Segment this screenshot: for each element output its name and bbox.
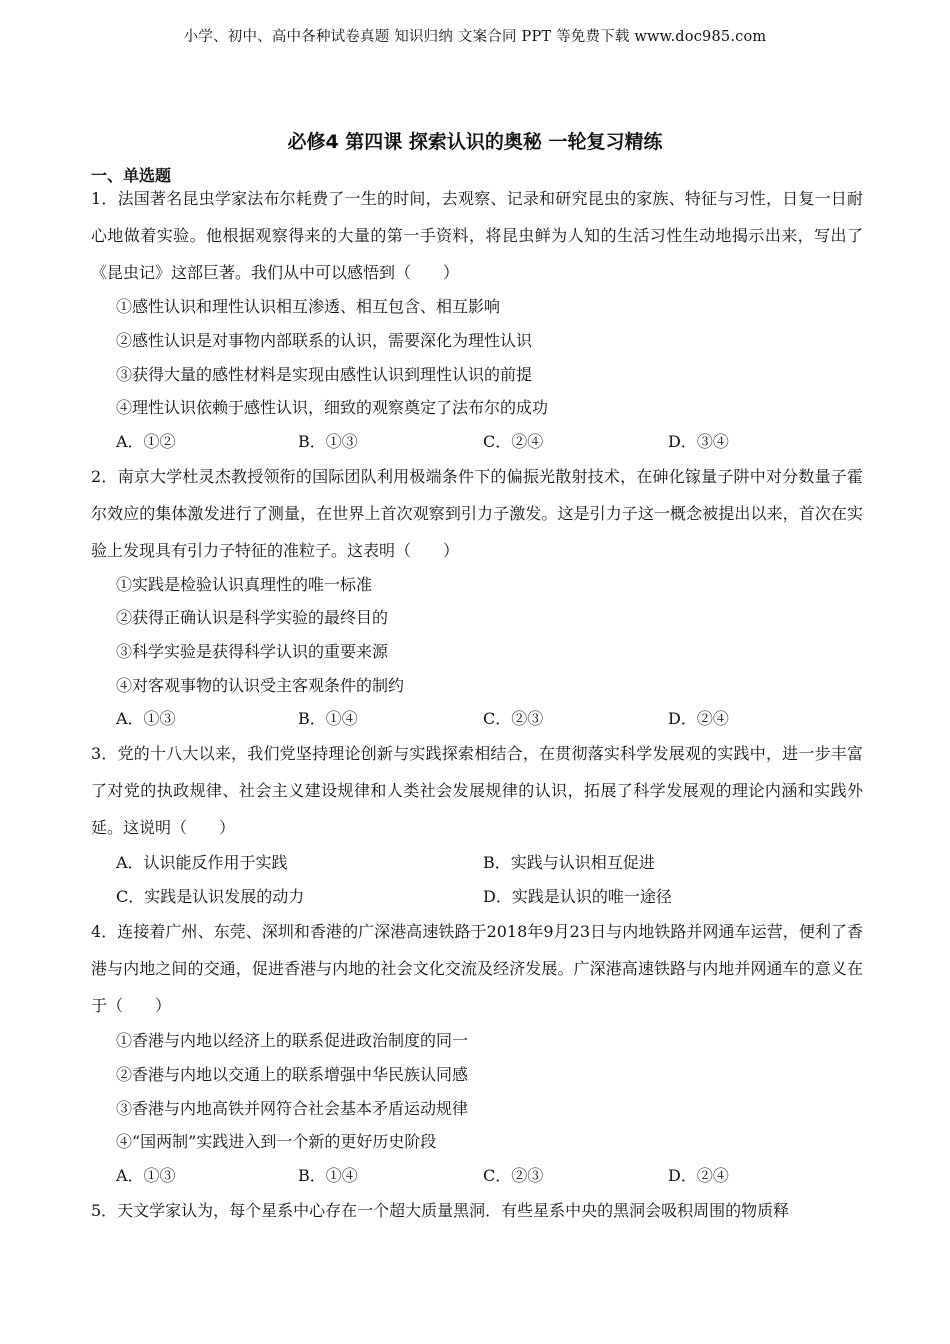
- question-3-choice-b[interactable]: B．实践与认识相互促进: [483, 853, 655, 872]
- page-title: 必修4 第四课 探索认识的奥秘 一轮复习精练: [287, 131, 663, 153]
- question-2-item-1: ①实践是检验认识真理性的唯一标准: [116, 575, 373, 594]
- question-1-stem: 1．法国著名昆虫学家法布尔耗费了一生的时间，去观察、记录和研究昆虫的家族、特征与习性，日复一日耐心地做着实验。他根据观察得来的大量的第一手资料，将昆虫鲜为人知的生活习性生动地揭示出来，写出了《昆虫记》这部巨著。我们从中可以感悟到（ ）: [91, 189, 863, 282]
- question-4-choice-c[interactable]: C．②③: [483, 1166, 544, 1185]
- question-2-item-3: ③科学实验是获得科学认识的重要来源: [116, 642, 389, 661]
- question-1-item-1: ①感性认识和理性认识相互渗透、相互包含、相互影响: [116, 297, 501, 316]
- question-4-item-2: ②香港与内地以交通上的联系增强中华民族认同感: [116, 1065, 469, 1084]
- question-4-stem: 4．连接着广州、东莞、深圳和香港的广深港高速铁路于2018年9月23日与内地铁路并网通车运营，便利了香港与内地之间的交通，促进香港与内地的社会文化交流及经济发展。广深港高速铁路与内地并网通车的意义在于（ ）: [91, 922, 863, 1015]
- question-4-item-1: ①香港与内地以经济上的联系促进政治制度的同一: [116, 1031, 469, 1050]
- question-1-choice-a[interactable]: A．①②: [116, 432, 176, 451]
- question-1-choice-d[interactable]: D．③④: [668, 432, 729, 451]
- question-2-choice-d[interactable]: D．②④: [668, 709, 729, 728]
- section-heading: 一、单选题: [91, 166, 172, 185]
- question-1-item-3: ③获得大量的感性材料是实现由感性认识到理性认识的前提: [116, 365, 533, 384]
- question-4-choice-b[interactable]: B．①④: [298, 1166, 358, 1185]
- question-4-item-3: ③香港与内地高铁并网符合社会基本矛盾运动规律: [116, 1099, 469, 1118]
- question-3-choice-a[interactable]: A．认识能反作用于实践: [116, 853, 288, 872]
- question-3-stem: 3．党的十八大以来，我们党坚持理论创新与实践探索相结合，在贯彻落实科学发展观的实践中，进一步丰富了对党的执政规律、社会主义建设规律和人类社会发展规律的认识，拓展了科学发展观的理论内涵和实践外延。这说明（ ）: [91, 744, 863, 837]
- question-4-item-4: ④“国两制”实践进入到一个新的更好历史阶段: [116, 1132, 437, 1151]
- question-1-item-4: ④理性认识依赖于感性认识，细致的观察奠定了法布尔的成功: [116, 398, 549, 417]
- question-1-choice-b[interactable]: B．①③: [298, 432, 358, 451]
- question-2-item-2: ②获得正确认识是科学实验的最终目的: [116, 608, 389, 627]
- page-header: 小学、初中、高中各种试卷真题 知识归纳 文案合同 PPT 等免费下载 www.doc985.com: [183, 29, 767, 45]
- question-5-stem: 5．天文学家认为，每个星系中心存在一个超大质量黑洞．有些星系中央的黑洞会吸积周围的物质释: [91, 1201, 790, 1220]
- question-3-choice-d[interactable]: D．实践是认识的唯一途径: [483, 887, 672, 906]
- question-2-choice-b[interactable]: B．①④: [298, 709, 358, 728]
- question-2-choice-a[interactable]: A．①③: [116, 709, 176, 728]
- question-1-item-2: ②感性认识是对事物内部联系的认识，需要深化为理性认识: [116, 331, 533, 350]
- question-2-choice-c[interactable]: C．②③: [483, 709, 544, 728]
- question-2-stem: 2．南京大学杜灵杰教授领衔的国际团队利用极端条件下的偏振光散射技术，在砷化镓量子阱中对分数量子霍尔效应的集体激发进行了测量，在世界上首次观察到引力子激发。这是引力子这一概念被提出以来，首次在实验上发现具有引力子特征的准粒子。这表明（ ）: [91, 467, 863, 560]
- question-4-choice-d[interactable]: D．②④: [668, 1166, 729, 1185]
- question-3-choice-c[interactable]: C．实践是认识发展的动力: [116, 887, 305, 906]
- question-4-choice-a[interactable]: A．①③: [116, 1166, 176, 1185]
- question-2-item-4: ④对客观事物的认识受主客观条件的制约: [116, 676, 405, 695]
- question-1-choice-c[interactable]: C．②④: [483, 432, 544, 451]
